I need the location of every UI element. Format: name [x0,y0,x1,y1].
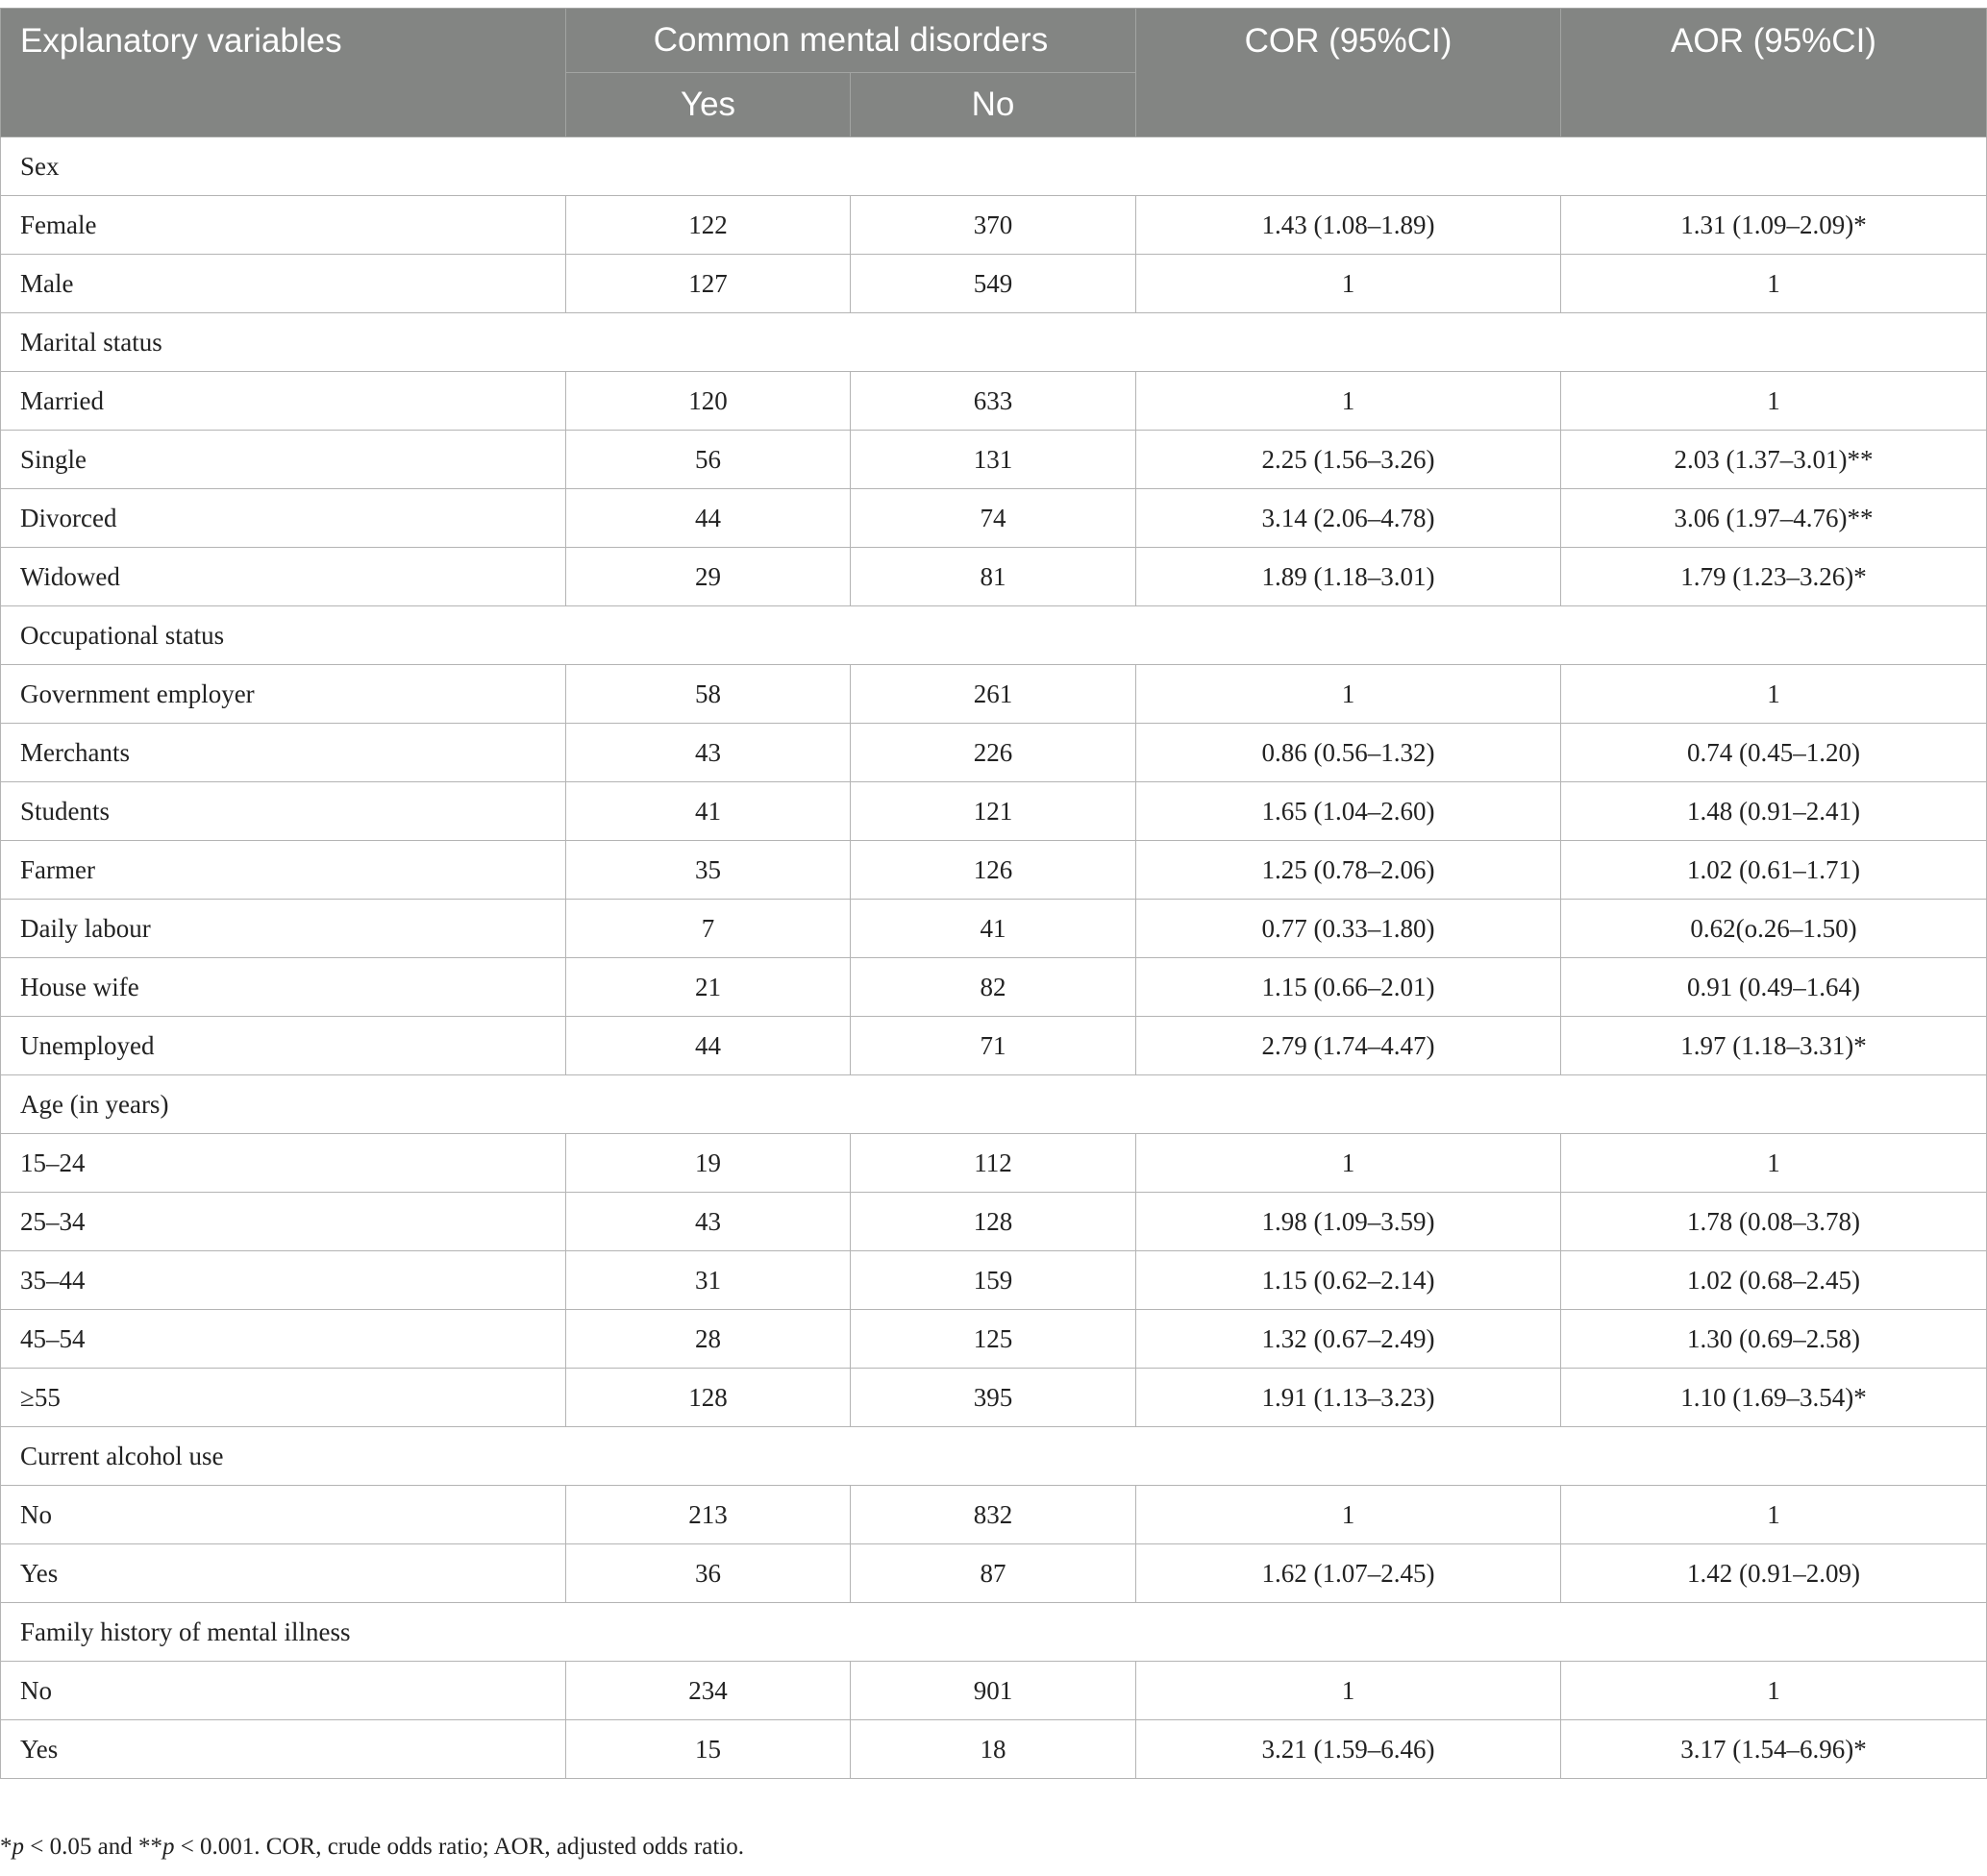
cell-aor: 1.31 (1.09–2.09)* [1561,196,1987,255]
row-label: House wife [1,958,566,1017]
cell-aor: 0.91 (0.49–1.64) [1561,958,1987,1017]
table-row [1,1310,1987,1369]
row-label: Yes [1,1720,566,1779]
section-row [1,1427,1987,1486]
cell-no: 18 [851,1720,1136,1779]
section-row [1,1603,1987,1662]
table-row [1,724,1987,782]
section-row [1,1075,1987,1134]
cell-yes: 128 [566,1369,851,1427]
cell-aor: 0.62(o.26–1.50) [1561,900,1987,958]
cell-no: 81 [851,548,1136,606]
row-label: Unemployed [1,1017,566,1075]
cell-cor: 0.77 (0.33–1.80) [1136,900,1561,958]
section-title: Occupational status [1,606,1987,665]
row-label: Government employer [1,665,566,724]
cell-no: 71 [851,1017,1136,1075]
cell-aor: 1.02 (0.61–1.71) [1561,841,1987,900]
cell-cor: 1.91 (1.13–3.23) [1136,1369,1561,1427]
cell-no: 226 [851,724,1136,782]
row-label: No [1,1486,566,1544]
table-row [1,1486,1987,1544]
cell-aor: 1.30 (0.69–2.58) [1561,1310,1987,1369]
row-label: ≥55 [1,1369,566,1427]
cell-aor: 3.06 (1.97–4.76)** [1561,489,1987,548]
section-title: Marital status [1,313,1987,372]
cell-yes: 35 [566,841,851,900]
cell-no: 395 [851,1369,1136,1427]
row-label: Male [1,255,566,313]
table-container [0,8,1986,1779]
cell-no: 549 [851,255,1136,313]
cell-cor: 1.43 (1.08–1.89) [1136,196,1561,255]
cell-cor: 1 [1136,1662,1561,1720]
cell-no: 41 [851,900,1136,958]
cell-no: 125 [851,1310,1136,1369]
row-label: 25–34 [1,1193,566,1251]
row-label: Single [1,431,566,489]
header-yes: Yes [566,73,851,137]
cell-yes: 120 [566,372,851,431]
cell-cor: 1.32 (0.67–2.49) [1136,1310,1561,1369]
footnote-star: * [0,1834,12,1860]
row-label: Divorced [1,489,566,548]
cell-no: 126 [851,841,1136,900]
table-row [1,1017,1987,1075]
cell-cor: 3.14 (2.06–4.78) [1136,489,1561,548]
header-no: No [851,73,1136,137]
table-row [1,548,1987,606]
table-row [1,431,1987,489]
cell-no: 901 [851,1662,1136,1720]
cell-cor: 1.89 (1.18–3.01) [1136,548,1561,606]
table-row [1,489,1987,548]
cell-yes: 43 [566,1193,851,1251]
row-label: 15–24 [1,1134,566,1193]
table-row [1,1544,1987,1603]
cell-no: 112 [851,1134,1136,1193]
cell-cor: 1 [1136,372,1561,431]
table-footnote [0,1834,744,1861]
table-row [1,196,1987,255]
cell-yes: 44 [566,1017,851,1075]
cell-yes: 122 [566,196,851,255]
cell-aor: 1 [1561,255,1987,313]
cell-yes: 127 [566,255,851,313]
table-row [1,1369,1987,1427]
cell-yes: 58 [566,665,851,724]
table-body [1,137,1987,1779]
cell-no: 74 [851,489,1136,548]
table-row [1,900,1987,958]
section-title: Family history of mental illness [1,1603,1987,1662]
cell-no: 82 [851,958,1136,1017]
cell-aor: 1.02 (0.68–2.45) [1561,1251,1987,1310]
cell-aor: 1 [1561,665,1987,724]
cell-no: 121 [851,782,1136,841]
row-label: Students [1,782,566,841]
cell-yes: 29 [566,548,851,606]
cell-yes: 36 [566,1544,851,1603]
cell-cor: 1.15 (0.62–2.14) [1136,1251,1561,1310]
cell-yes: 43 [566,724,851,782]
cell-aor: 1.10 (1.69–3.54)* [1561,1369,1987,1427]
cell-yes: 31 [566,1251,851,1310]
cell-no: 159 [851,1251,1136,1310]
table-row [1,782,1987,841]
cell-cor: 0.86 (0.56–1.32) [1136,724,1561,782]
cell-cor: 1.62 (1.07–2.45) [1136,1544,1561,1603]
cell-cor: 2.79 (1.74–4.47) [1136,1017,1561,1075]
section-title: Current alcohol use [1,1427,1987,1486]
cell-aor: 1 [1561,1134,1987,1193]
cell-yes: 28 [566,1310,851,1369]
odds-ratio-table [0,8,1987,1779]
cell-cor: 1.15 (0.66–2.01) [1136,958,1561,1017]
cell-no: 131 [851,431,1136,489]
cell-aor: 1.97 (1.18–3.31)* [1561,1017,1987,1075]
row-label: Merchants [1,724,566,782]
cell-aor: 1.78 (0.08–3.78) [1561,1193,1987,1251]
section-title: Sex [1,137,1987,196]
header-cor: COR (95%CI) [1136,9,1561,137]
row-label: Yes [1,1544,566,1603]
row-label: No [1,1662,566,1720]
cell-cor: 1 [1136,665,1561,724]
cell-cor: 1 [1136,1486,1561,1544]
cell-aor: 1 [1561,1662,1987,1720]
cell-cor: 3.21 (1.59–6.46) [1136,1720,1561,1779]
cell-yes: 7 [566,900,851,958]
header-explanatory-variables: Explanatory variables [1,9,566,137]
cell-yes: 15 [566,1720,851,1779]
cell-cor: 1.65 (1.04–2.60) [1136,782,1561,841]
header-common-mental-disorders: Common mental disorders [566,9,1136,73]
cell-aor: 1.48 (0.91–2.41) [1561,782,1987,841]
row-label: Farmer [1,841,566,900]
cell-cor: 1 [1136,1134,1561,1193]
row-label: Widowed [1,548,566,606]
table-row [1,1193,1987,1251]
cell-yes: 234 [566,1662,851,1720]
cell-no: 261 [851,665,1136,724]
row-label: 45–54 [1,1310,566,1369]
row-label: Daily labour [1,900,566,958]
cell-cor: 1 [1136,255,1561,313]
cell-no: 832 [851,1486,1136,1544]
cell-aor: 0.74 (0.45–1.20) [1561,724,1987,782]
footnote-text2: < 0.001. COR, crude odds ratio; AOR, adjusted odds ratio. [174,1834,744,1860]
table-row [1,1720,1987,1779]
footnote-p2: p [161,1834,175,1860]
cell-yes: 213 [566,1486,851,1544]
table-row [1,841,1987,900]
cell-cor: 1.25 (0.78–2.06) [1136,841,1561,900]
row-label: 35–44 [1,1251,566,1310]
cell-yes: 56 [566,431,851,489]
table-row [1,1662,1987,1720]
cell-aor: 1 [1561,372,1987,431]
section-title: Age (in years) [1,1075,1987,1134]
cell-no: 370 [851,196,1136,255]
section-row [1,137,1987,196]
footnote-text1: < 0.05 and ** [24,1834,162,1860]
cell-aor: 3.17 (1.54–6.96)* [1561,1720,1987,1779]
row-label: Married [1,372,566,431]
cell-no: 87 [851,1544,1136,1603]
row-label: Female [1,196,566,255]
cell-no: 633 [851,372,1136,431]
cell-cor: 2.25 (1.56–3.26) [1136,431,1561,489]
footnote-p1: p [12,1834,24,1860]
table-row [1,255,1987,313]
cell-yes: 19 [566,1134,851,1193]
cell-aor: 1 [1561,1486,1987,1544]
section-row [1,606,1987,665]
table-row [1,372,1987,431]
table-header [1,9,1987,137]
header-aor: AOR (95%CI) [1561,9,1987,137]
cell-yes: 21 [566,958,851,1017]
cell-aor: 1.79 (1.23–3.26)* [1561,548,1987,606]
cell-aor: 1.42 (0.91–2.09) [1561,1544,1987,1603]
cell-yes: 44 [566,489,851,548]
table-row [1,958,1987,1017]
cell-cor: 1.98 (1.09–3.59) [1136,1193,1561,1251]
cell-yes: 41 [566,782,851,841]
section-row [1,313,1987,372]
cell-aor: 2.03 (1.37–3.01)** [1561,431,1987,489]
table-row [1,1251,1987,1310]
table-row [1,665,1987,724]
table-row [1,1134,1987,1193]
cell-no: 128 [851,1193,1136,1251]
